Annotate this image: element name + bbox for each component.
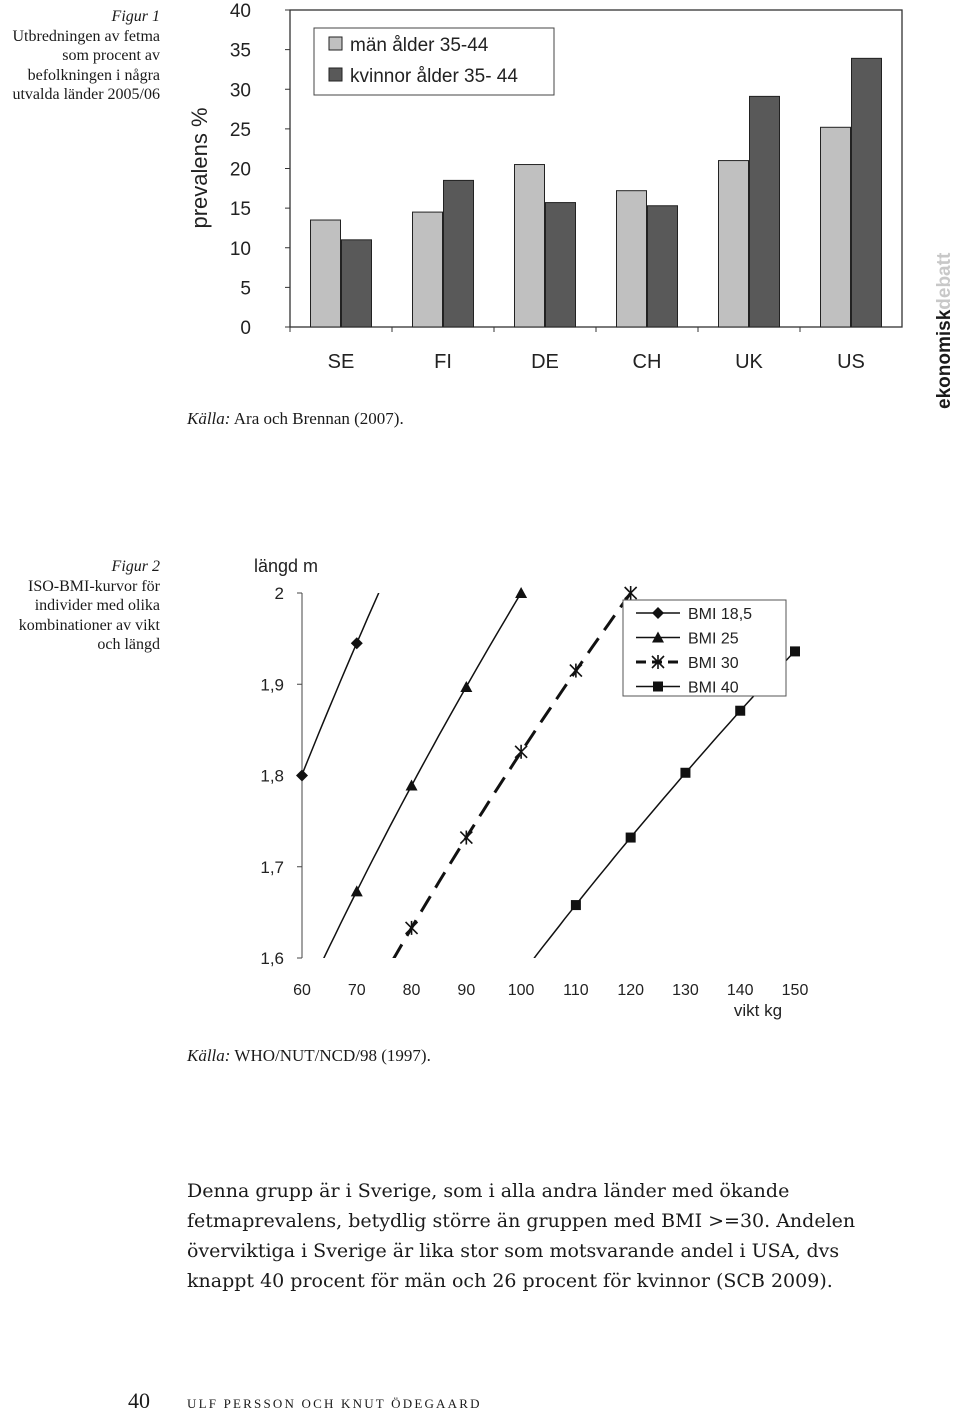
x-tick-label: 140 [726,982,754,999]
x-tick-label: 110 [563,982,589,999]
legend-label: kvinnor ålder 35- 44 [350,66,518,87]
marker-bmi-25 [460,681,472,692]
y-axis-label: längd m [254,556,319,576]
x-tick-label: 100 [507,982,535,999]
y-tick-label: 1,7 [260,857,284,877]
figure2-source-label: Källa: [187,1046,231,1065]
figure2-source [187,1046,431,1066]
marker-bmi-40 [571,900,581,910]
running-author: ULF PERSSON OCH KNUT ÖDEGAARD [187,1396,482,1411]
x-category-label: DE [531,351,559,373]
marker-bmi-30 [460,831,472,845]
y-tick-label: 25 [229,119,251,141]
y-tick-label: 40 [229,1,251,22]
side-mark-debatt: debatt [934,252,955,310]
marker-bmi-30 [570,664,582,678]
marker-bmi-40 [680,768,690,778]
figure2-caption-text: ISO-BMI-kurvor för individer med olika kombinationer av vikt och längd [18,577,160,653]
legend-label: män ålder 35-44 [350,35,489,56]
figure1-source-label: Källa: [187,409,231,428]
y-tick-label: 35 [229,40,251,62]
curve-bmi-18.5 [275,0,850,845]
legend-label: BMI 30 [688,655,739,672]
marker-bmi-40 [735,706,745,716]
figure1-label: Figur 1 [111,8,160,25]
x-tick-label: 120 [617,982,645,999]
x-category-label: SE [327,351,355,373]
legend-label: BMI 18,5 [688,606,753,623]
page-number: 40 [128,1388,150,1413]
x-axis-label: vikt kg [733,1001,783,1020]
figure2-label: Figur 2 [111,558,160,575]
y-tick-label: 1,6 [260,949,284,968]
figure2-source-text: WHO/NUT/NCD/98 (1997). [234,1046,431,1065]
x-category-label: UK [735,351,763,373]
y-tick-label: 10 [229,238,251,260]
marker-bmi-30 [625,586,637,600]
marker-bmi-30 [406,921,418,935]
y-tick-label: 0 [240,318,251,339]
x-category-label: FI [434,351,452,373]
y-tick-label: 2 [274,584,284,603]
x-tick-label: 90 [457,982,476,999]
x-tick-label: 150 [781,982,809,999]
x-category-label: US [837,351,865,373]
y-axis-label: prevalens % [187,107,212,229]
x-tick-label: 80 [402,982,421,999]
y-tick-label: 5 [240,278,251,300]
marker-bmi-18.5 [351,637,363,649]
y-tick-label: 1,8 [260,766,284,786]
x-category-label: CH [632,351,662,373]
y-tick-label: 30 [229,80,251,102]
x-tick-label: 60 [293,982,311,999]
legend-label: BMI 25 [688,630,739,648]
x-tick-label: 70 [347,982,366,999]
body-paragraph: Denna grupp är i Sverige, som i alla andra länder med ökande fetmaprevalens, betydlig större än gruppen med BMI >=30. Andelen överviktiga i Sverige är lika stor som motsvarande andel i USA, dvs knappt 40 procent för män och 26 procent för kvinnor (SCB 2009). [187,1180,856,1292]
marker-bmi-25 [351,885,363,896]
y-tick-label: 1,9 [260,675,284,695]
y-tick-label: 20 [229,159,251,181]
marker-bmi-18.5 [296,770,308,782]
y-tick-label: 15 [229,199,251,221]
side-mark-ekonomisk: ekonomisk [934,309,955,409]
x-tick-label: 130 [672,982,699,999]
marker-bmi-30 [515,745,527,759]
marker-bmi-25 [515,587,527,598]
marker-bmi-25 [406,780,418,791]
legend-label: BMI 40 [688,679,739,697]
legend-marker [653,682,663,692]
figure1-source-text: Ara och Brennan (2007). [233,409,404,428]
figure1-caption-text: Utbredningen av fetma som procent av befolkningen i några utvalda länder 2005/06 [12,27,160,103]
marker-bmi-40 [790,646,800,656]
marker-bmi-40 [626,833,636,843]
